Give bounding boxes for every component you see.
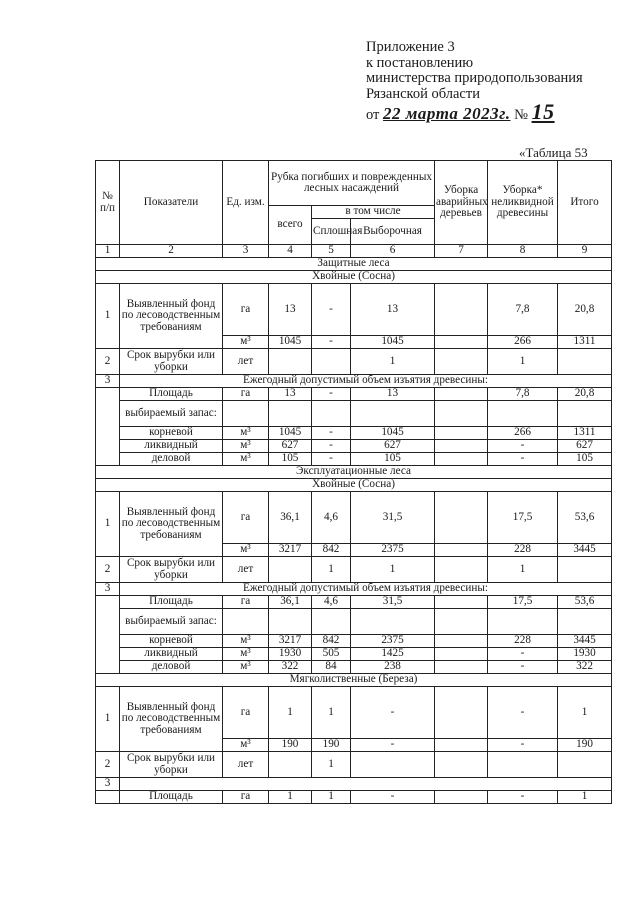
- header-line: к постановлению: [366, 54, 474, 71]
- col-clear-header: Сплошная: [312, 219, 351, 245]
- col-number: 2: [120, 245, 223, 258]
- table-row: [96, 791, 612, 804]
- row-unit: га: [223, 284, 269, 336]
- table-row: [96, 349, 612, 375]
- table-row: [96, 401, 612, 427]
- cell: -: [488, 648, 558, 661]
- cell: 3445: [558, 635, 612, 648]
- table-row: [96, 609, 612, 635]
- cell: 1311: [558, 427, 612, 440]
- cell: 4,6: [312, 492, 351, 544]
- cell: [435, 687, 488, 739]
- row-label: Срок вырубки или уборки: [120, 349, 223, 375]
- row-label: деловой: [120, 661, 223, 674]
- cell: 17,5: [488, 492, 558, 544]
- cell: [435, 752, 488, 778]
- cell: 190: [312, 739, 351, 752]
- col-sum-header: Итого: [558, 161, 612, 245]
- row-num: 1: [96, 284, 120, 349]
- cell: 2375: [351, 635, 435, 648]
- col-felling-header: Рубка погибших и поврежденных лесных насаждений: [269, 161, 435, 206]
- handwritten-number: 15: [531, 99, 555, 124]
- cell: [488, 752, 558, 778]
- header-date-line: [366, 99, 583, 124]
- cell: -: [312, 440, 351, 453]
- col-num-header: № п/п: [96, 161, 120, 245]
- cell: 842: [312, 544, 351, 557]
- cell: [435, 557, 488, 583]
- row-unit: га: [223, 791, 269, 804]
- cell: 7,8: [488, 284, 558, 336]
- col-numbers-row: [96, 245, 612, 258]
- col-selective-header: Выборочная: [351, 219, 435, 245]
- cell: 228: [488, 635, 558, 648]
- row-unit: лет: [223, 349, 269, 375]
- cell: 842: [312, 635, 351, 648]
- cell: [435, 596, 488, 609]
- cell: -: [488, 453, 558, 466]
- row-label: Выявленный фонд по лесоводственным требованиям: [120, 687, 223, 752]
- table-row: [96, 557, 612, 583]
- cell: 190: [269, 739, 312, 752]
- section-title: Мягколиственные (Береза): [96, 674, 612, 687]
- cell: 13: [351, 388, 435, 401]
- table-row: [96, 752, 612, 778]
- table-row: [96, 648, 612, 661]
- row-label: выбираемый запас:: [120, 401, 223, 427]
- cell: 1045: [351, 336, 435, 349]
- cell: 3217: [269, 544, 312, 557]
- table-row: [96, 687, 612, 739]
- cell: 3217: [269, 635, 312, 648]
- cell: 1: [312, 687, 351, 739]
- cell: 1: [351, 349, 435, 375]
- cell: [351, 752, 435, 778]
- cell: [435, 791, 488, 804]
- col-number: 8: [488, 245, 558, 258]
- cell: 36,1: [269, 596, 312, 609]
- cell: 1: [488, 557, 558, 583]
- cell: [558, 752, 612, 778]
- cell: -: [312, 388, 351, 401]
- cell: [435, 388, 488, 401]
- cell: 627: [351, 440, 435, 453]
- row-unit: м³: [223, 336, 269, 349]
- row-label: Срок вырубки или уборки: [120, 752, 223, 778]
- cell: 3445: [558, 544, 612, 557]
- cell: [435, 635, 488, 648]
- table-row: [96, 778, 612, 791]
- col-number: 7: [435, 245, 488, 258]
- row-label: Площадь: [120, 791, 223, 804]
- row-label: Ежегодный допустимый объем изъятия древесины:: [120, 375, 612, 388]
- table-row: [96, 388, 612, 401]
- header-line: министерства природопользования: [366, 70, 583, 86]
- cell: 2375: [351, 544, 435, 557]
- cell: [435, 336, 488, 349]
- cell: [435, 739, 488, 752]
- cell: [435, 648, 488, 661]
- row-unit: га: [223, 596, 269, 609]
- row-unit: м³: [223, 427, 269, 440]
- row-unit: м³: [223, 661, 269, 674]
- cell: [269, 349, 312, 375]
- cell: 1: [312, 752, 351, 778]
- col-number: 5: [312, 245, 351, 258]
- row-num: 1: [96, 492, 120, 557]
- header-line: Приложение 3: [366, 39, 455, 55]
- cell: [435, 544, 488, 557]
- cell: [435, 440, 488, 453]
- cell: [269, 557, 312, 583]
- row-unit: м³: [223, 739, 269, 752]
- col-total-header: всего: [269, 206, 312, 245]
- header-line: Рязанской области: [366, 85, 480, 102]
- cell: -: [312, 284, 351, 336]
- cell: 1: [269, 791, 312, 804]
- section-title: Эксплуатационные леса: [96, 466, 612, 479]
- cell: 1045: [269, 336, 312, 349]
- document-header: [366, 40, 583, 124]
- row-label: корневой: [120, 427, 223, 440]
- cell: 322: [269, 661, 312, 674]
- row-label: Ежегодный допустимый объем изъятия древесины:: [120, 583, 612, 596]
- cell: 105: [269, 453, 312, 466]
- row-num: 1: [96, 687, 120, 752]
- table-row: [96, 583, 612, 596]
- row-unit: га: [223, 687, 269, 739]
- cell: 84: [312, 661, 351, 674]
- cell: 1045: [269, 427, 312, 440]
- col-number: 9: [558, 245, 612, 258]
- section-subtitle: Хвойные (Сосна): [96, 271, 612, 284]
- row-label: выбираемый запас:: [120, 609, 223, 635]
- row-unit: лет: [223, 557, 269, 583]
- cell: -: [488, 440, 558, 453]
- cell: 36,1: [269, 492, 312, 544]
- cell: 20,8: [558, 284, 612, 336]
- col-number: 6: [351, 245, 435, 258]
- cell: 1: [351, 557, 435, 583]
- row-label: Срок вырубки или уборки: [120, 557, 223, 583]
- cell: -: [312, 453, 351, 466]
- col-including-header: в том числе: [312, 206, 435, 219]
- forest-table: [95, 160, 612, 804]
- table-row: [96, 635, 612, 648]
- cell: 1: [488, 349, 558, 375]
- col-number: 3: [223, 245, 269, 258]
- col-emergency-header: Уборка аварийных деревьев: [435, 161, 488, 245]
- cell: 53,6: [558, 492, 612, 544]
- cell: 53,6: [558, 596, 612, 609]
- cell: [435, 349, 488, 375]
- row-label: ликвидный: [120, 440, 223, 453]
- row-label: Площадь: [120, 388, 223, 401]
- row-num: 2: [96, 557, 120, 583]
- table-row: [96, 440, 612, 453]
- row-label: деловой: [120, 453, 223, 466]
- cell: 266: [488, 427, 558, 440]
- cell: [558, 557, 612, 583]
- row-label: Выявленный фонд по лесоводственным требованиям: [120, 284, 223, 349]
- section-subtitle: Хвойные (Сосна): [96, 479, 612, 492]
- cell: 627: [269, 440, 312, 453]
- cell: 322: [558, 661, 612, 674]
- row-unit: лет: [223, 752, 269, 778]
- cell: -: [488, 791, 558, 804]
- cell: 1930: [558, 648, 612, 661]
- row-unit: м³: [223, 453, 269, 466]
- row-unit: м³: [223, 544, 269, 557]
- table-row: [96, 427, 612, 440]
- row-unit: га: [223, 492, 269, 544]
- row-label: Площадь: [120, 596, 223, 609]
- cell: 1: [558, 687, 612, 739]
- cell: [558, 349, 612, 375]
- cell: -: [351, 791, 435, 804]
- cell: -: [488, 739, 558, 752]
- col-number: 1: [96, 245, 120, 258]
- cell: 13: [269, 284, 312, 336]
- cell: 627: [558, 440, 612, 453]
- cell: -: [312, 427, 351, 440]
- cell: 1: [312, 557, 351, 583]
- cell: 13: [351, 284, 435, 336]
- cell: 1: [558, 791, 612, 804]
- table-row: [96, 375, 612, 388]
- cell: 13: [269, 388, 312, 401]
- cell: 1: [269, 687, 312, 739]
- row-label: корневой: [120, 635, 223, 648]
- cell: -: [351, 739, 435, 752]
- col-illiquid-header: Уборка* неликвидной древесины: [488, 161, 558, 245]
- row-unit: м³: [223, 440, 269, 453]
- row-unit: м³: [223, 648, 269, 661]
- cell: 31,5: [351, 492, 435, 544]
- col-unit-header: Ед. изм.: [223, 161, 269, 245]
- cell: 1930: [269, 648, 312, 661]
- cell: [435, 661, 488, 674]
- cell: 1: [312, 791, 351, 804]
- row-num: 3: [96, 375, 120, 388]
- cell: 4,6: [312, 596, 351, 609]
- cell: -: [312, 336, 351, 349]
- table-title: «Таблица 53: [519, 145, 588, 160]
- row-unit: м³: [223, 635, 269, 648]
- table-row: [96, 492, 612, 544]
- cell: [435, 492, 488, 544]
- cell: -: [488, 687, 558, 739]
- cell: -: [351, 687, 435, 739]
- row-num: 2: [96, 349, 120, 375]
- cell: [435, 453, 488, 466]
- cell: 1045: [351, 427, 435, 440]
- section-title: Защитные леса: [96, 258, 612, 271]
- cell: 105: [351, 453, 435, 466]
- date-prefix: от: [366, 107, 380, 123]
- row-num: 3: [96, 778, 120, 791]
- cell: 190: [558, 739, 612, 752]
- handwritten-date: 22 марта 2023г.: [383, 104, 511, 123]
- cell: 1311: [558, 336, 612, 349]
- col-indicators-header: Показатели: [120, 161, 223, 245]
- table-row: [96, 284, 612, 336]
- cell: 505: [312, 648, 351, 661]
- cell: 20,8: [558, 388, 612, 401]
- cell: 105: [558, 453, 612, 466]
- cell: [435, 284, 488, 336]
- cell: [435, 427, 488, 440]
- cell: 31,5: [351, 596, 435, 609]
- cell: 238: [351, 661, 435, 674]
- number-prefix: №: [514, 107, 528, 123]
- row-label: ликвидный: [120, 648, 223, 661]
- row-num: 2: [96, 752, 120, 778]
- cell: -: [488, 661, 558, 674]
- row-num: 3: [96, 583, 120, 596]
- cell: 1425: [351, 648, 435, 661]
- cell: 228: [488, 544, 558, 557]
- cell: 266: [488, 336, 558, 349]
- cell: 17,5: [488, 596, 558, 609]
- row-unit: га: [223, 388, 269, 401]
- col-number: 4: [269, 245, 312, 258]
- cell: [312, 349, 351, 375]
- cell: [269, 752, 312, 778]
- table-row: [96, 596, 612, 609]
- table-row: [96, 661, 612, 674]
- cell: 7,8: [488, 388, 558, 401]
- table-row: [96, 453, 612, 466]
- row-label: Выявленный фонд по лесоводственным требованиям: [120, 492, 223, 557]
